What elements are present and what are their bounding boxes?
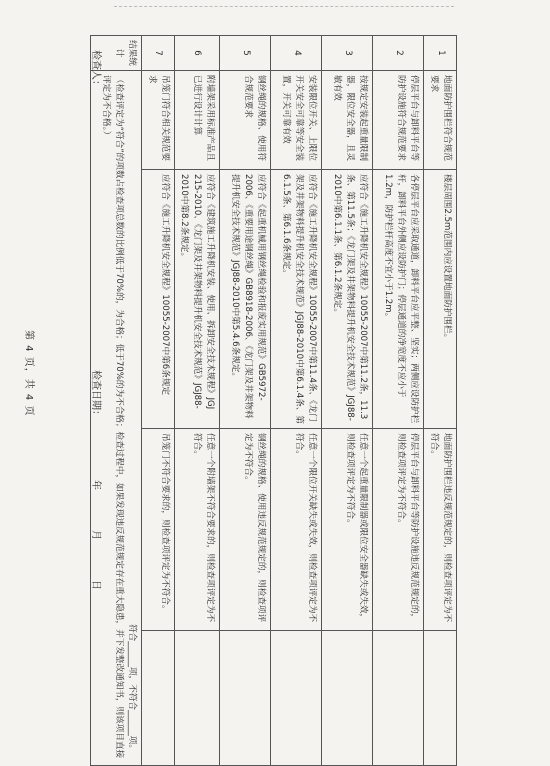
row-number: 3 bbox=[322, 36, 373, 71]
row-result: 任意一个起重量限制器或限位安全器缺失或失效，则检查项评定为不符合。 bbox=[322, 429, 373, 631]
row-blank bbox=[424, 631, 457, 766]
row-item: 按规定安装起重量限制器，限位安全器，且灵敏有效 bbox=[322, 71, 373, 170]
day-line bbox=[90, 540, 101, 580]
row-item: 安装限位开关、上限位开关安全可靠等安全装置，开关可靠有效 bbox=[271, 71, 322, 170]
row-basis: 应符合《施工升降机安全规程》10055-2007中第11.2条，11.3条、第11.5条；《龙门架及井架物料提升机安全技术规范》JGJ88-2010中第6.1.1条、第6.1.2条规定。 bbox=[322, 170, 373, 429]
row-number: 6 bbox=[174, 36, 220, 71]
year-line bbox=[90, 420, 101, 480]
binding-margin-line bbox=[114, 6, 454, 16]
table-row bbox=[220, 36, 271, 766]
row-basis: 应符合《施工升降机安全规程》10055-2007中第11.4条、《龙门架及井架物料提升机安全技术规范》JGJ88-2010中第6.1.4条、第6.1.5条、第6.1.6条规定。 bbox=[271, 170, 322, 429]
row-number: 5 bbox=[220, 36, 271, 71]
page-number: 第 4 页，共 4 页 bbox=[23, 330, 34, 417]
year-unit: 年 bbox=[90, 480, 101, 490]
row-number: 7 bbox=[141, 36, 174, 71]
table-row bbox=[373, 36, 424, 766]
row-basis: 应符合《起重机械用钢丝绳检验和报废实用规范》GB5972-2006、《重要用途钢丝绳》GB8918-2006、《龙门架及井架物料提升机安全技术规范》JGJ88-2010中第5.4.6条规定。 bbox=[220, 170, 271, 429]
row-blank bbox=[220, 631, 271, 766]
row-basis: 楼层周围2.5m范围内应设置地面防护围栏。 bbox=[424, 170, 457, 429]
row-basis: 应符合《施工升降机安全规程》10055-2007中第6条规定 bbox=[141, 170, 174, 429]
table-row bbox=[271, 36, 322, 766]
month-line bbox=[90, 490, 101, 530]
row-result: 钢丝绳的规格、使用违反规范规定的，则检查项评定为不符合。 bbox=[220, 429, 271, 631]
table-row bbox=[141, 36, 174, 766]
row-blank bbox=[322, 631, 373, 766]
row-blank bbox=[174, 631, 220, 766]
row-result: 地面防护围栏违反规范规定的，则检查项评定为不符合。 bbox=[424, 429, 457, 631]
row-blank bbox=[373, 631, 424, 766]
row-result: 吊笼门不符合要求的，则检查项评定为不符合。 bbox=[141, 429, 174, 631]
inspector-line bbox=[90, 90, 101, 180]
inspection-date bbox=[90, 370, 105, 590]
inspection-table bbox=[90, 35, 457, 766]
row-blank bbox=[271, 631, 322, 766]
summary-label: 结果统计 bbox=[90, 36, 141, 71]
row-result: 任意一个附墙架不符合要求的，则检查项评定为不符合。 bbox=[174, 429, 220, 631]
row-item: 停层平台与卸料平台等防护设施符合规范要求 bbox=[373, 71, 424, 170]
row-number: 2 bbox=[373, 36, 424, 71]
row-number: 1 bbox=[424, 36, 457, 71]
table-row bbox=[322, 36, 373, 766]
row-result: 停层平台与卸料平台等防护设施违反规范规定的，则检查项评定为不符合。 bbox=[373, 429, 424, 631]
row-basis: 应符合《建筑施工升降机安装、使用、拆卸安全技术规程》JGJ 215-2010、《龙门架及井架物料提升机安全技术规范》JGJ88-2010中第8.2条规定。 bbox=[174, 170, 220, 429]
row-basis: 各停层平台应采取通道，卸料平台应平整、坚实；两侧应设防护栏杆，卸料平台外侧应设防护门；停层通道的净宽度不应小于1.2m，防护栏杆高度不宜小于1.2m。 bbox=[373, 170, 424, 429]
row-item: 吊笼门符合相关规范要求 bbox=[141, 71, 174, 170]
table-row bbox=[424, 36, 457, 766]
inspector-signature bbox=[90, 50, 105, 180]
row-item: 附墙架采用标准产品且已进行设计计算 bbox=[174, 71, 220, 170]
row-item: 钢丝绳的规格、使用符合规范要求 bbox=[220, 71, 271, 170]
day-unit: 日 bbox=[90, 580, 101, 590]
table-row bbox=[174, 36, 220, 766]
row-result: 任意一个限位开关缺失或失效，则检查项评定为不符合。 bbox=[271, 429, 322, 631]
inspector-label: 检查人： bbox=[90, 50, 101, 90]
row-number: 4 bbox=[271, 36, 322, 71]
summary-count: 符合______项，不符合______项。 bbox=[126, 624, 137, 753]
row-blank bbox=[141, 631, 174, 766]
row-item: 地面防护围栏符合规范要求 bbox=[424, 71, 457, 170]
summary-note: （检查评定为“符合”的项数占检查项总数的比例低于70%的，为合格；低于70%的为不合格；检查过程中，如果发现违反规范规定存在重大隐患，并下发整改通知书，则该项目直接评定为不合格。） bbox=[100, 75, 124, 759]
month-unit: 月 bbox=[90, 530, 101, 540]
date-label: 检查日期： bbox=[90, 370, 101, 420]
